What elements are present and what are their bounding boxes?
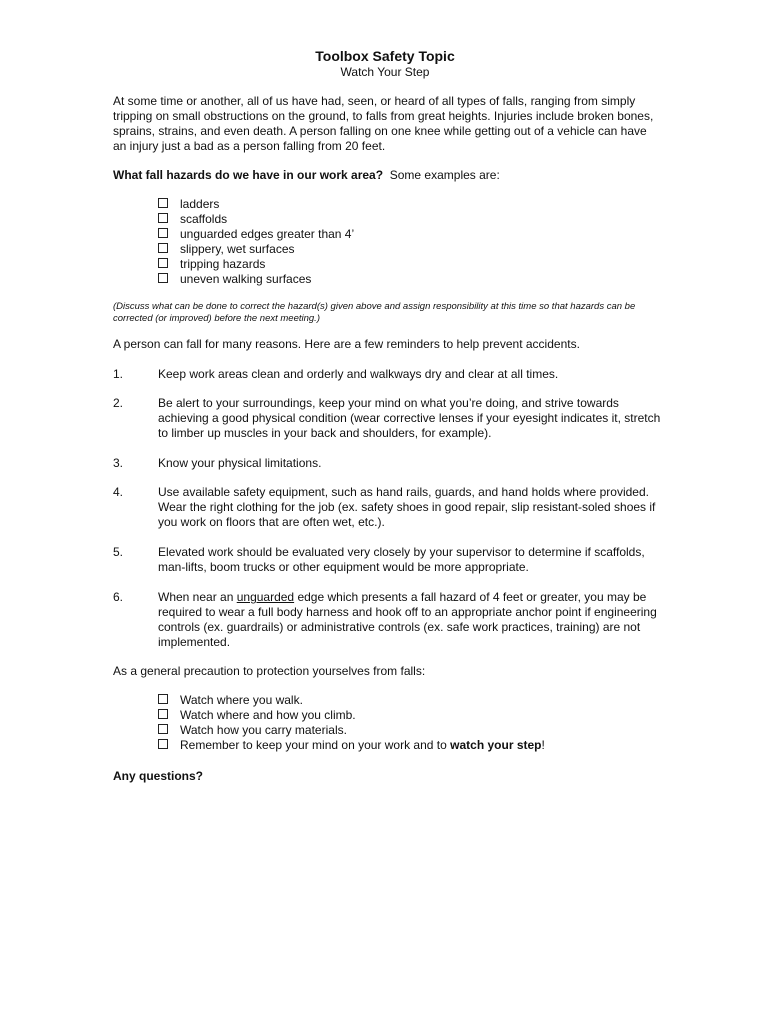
reminder-text: Use available safety equipment, such as hand rails, guards, and hand holds where provided. Wear the right clothing for the job (ex. safety shoes in good repair, slip resistant-soled shoes if you work on floors that are often wet, etc.). <box>158 485 656 529</box>
hazards-question-bold: What fall hazards do we have in our work area? <box>113 168 384 182</box>
final-precaution-bold: watch your step <box>450 738 542 752</box>
checkbox[interactable] <box>158 243 168 253</box>
reminder-number: 4. <box>113 485 124 499</box>
checklist-item <box>158 272 354 287</box>
checkbox[interactable] <box>158 739 168 749</box>
checklist-item-label: Watch where you walk. <box>180 693 303 707</box>
reminders-intro: A person can fall for many reasons. Here are a few reminders to help prevent accidents. <box>113 337 580 351</box>
checkbox[interactable] <box>158 258 168 268</box>
checkbox[interactable] <box>158 198 168 208</box>
checklist-item-label: ladders <box>180 197 220 211</box>
final-precaution-after: ! <box>541 738 545 752</box>
checklist-item-label <box>180 738 545 752</box>
reminder-text-before: When near an <box>158 590 237 604</box>
document-title: Toolbox Safety Topic <box>315 48 455 64</box>
checkbox[interactable] <box>158 228 168 238</box>
reminder-text: Keep work areas clean and orderly and walkways dry and clear at all times. <box>158 367 559 381</box>
reminder-number: 2. <box>113 396 124 410</box>
intro-paragraph: At some time or another, all of us have had, seen, or heard of all types of falls, ranging from simply tripping on small obstructions on the ground, to falls from great heights. Injuries include broken bones, sprains, strains, and even death. A person falling on one knee while getting out of a vehicle can have an injury just a bad as a person falling from 20 feet. <box>113 94 654 153</box>
reminder-text: Know your physical limitations. <box>158 456 322 470</box>
hazards-question-rest: Some examples are: <box>383 168 500 182</box>
checklist-item <box>158 738 545 753</box>
reminder-number: 5. <box>113 545 124 559</box>
checkbox[interactable] <box>158 213 168 223</box>
checkbox[interactable] <box>158 273 168 283</box>
checklist-item-label: uneven walking surfaces <box>180 272 312 286</box>
reminder-number: 3. <box>113 456 124 470</box>
checklist-item <box>158 227 354 242</box>
checklist-item-label: slippery, wet surfaces <box>180 242 295 256</box>
checklist-item-label: Watch where and how you climb. <box>180 708 356 722</box>
precautions-checklist <box>158 693 545 753</box>
checklist-item <box>158 693 545 708</box>
checkbox[interactable] <box>158 709 168 719</box>
checklist-item-label: tripping hazards <box>180 257 266 271</box>
reminder-text <box>158 590 661 650</box>
checkbox[interactable] <box>158 694 168 704</box>
checklist-item-label: unguarded edges greater than 4’ <box>180 227 355 241</box>
reminder-text: Elevated work should be evaluated very closely by your supervisor to determine if scaffolds, man-lifts, boom trucks or other equipment would be more appropriate. <box>158 545 645 574</box>
checkbox[interactable] <box>158 724 168 734</box>
closing-question: Any questions? <box>113 769 204 783</box>
checklist-item <box>158 723 545 738</box>
checklist-item <box>158 257 354 272</box>
checklist-item <box>158 212 354 227</box>
discussion-note: (Discuss what can be done to correct the hazard(s) given above and assign responsibility at this time so that hazards can be corrected (or improved) before the next meeting.) <box>113 301 636 324</box>
reminder-text-underlined: unguarded <box>236 590 295 604</box>
reminder-number: 1. <box>113 367 124 381</box>
checklist-item-label: scaffolds <box>180 212 228 226</box>
checklist-item <box>158 708 545 723</box>
hazards-question <box>113 168 661 183</box>
checklist-item <box>158 197 354 212</box>
reminder-text: Be alert to your surroundings, keep your mind on what you’re doing, and strive towards achieving a good physical condition (wear corrective lenses if your eyesight indicates it, stretch to limber up muscles in your back and shoulders, for example). <box>158 396 661 440</box>
checklist-item-label: Watch how you carry materials. <box>180 723 347 737</box>
reminder-number: 6. <box>113 590 124 604</box>
precautions-intro: As a general precaution to protection yourselves from falls: <box>113 664 426 678</box>
hazards-checklist <box>158 197 354 287</box>
reminder-text-after: edge which presents a fall hazard of 4 feet or greater, you may be required to wear a full body harness and hook off to an appropriate anchor point if engineering controls (ex. guardrails) or administrative controls (ex. safe work practices, training) are not implemented. <box>158 590 657 649</box>
checklist-item <box>158 242 354 257</box>
final-precaution-before: Remember to keep your mind on your work and to <box>180 738 451 752</box>
document-subtitle: Watch Your Step <box>340 65 430 79</box>
